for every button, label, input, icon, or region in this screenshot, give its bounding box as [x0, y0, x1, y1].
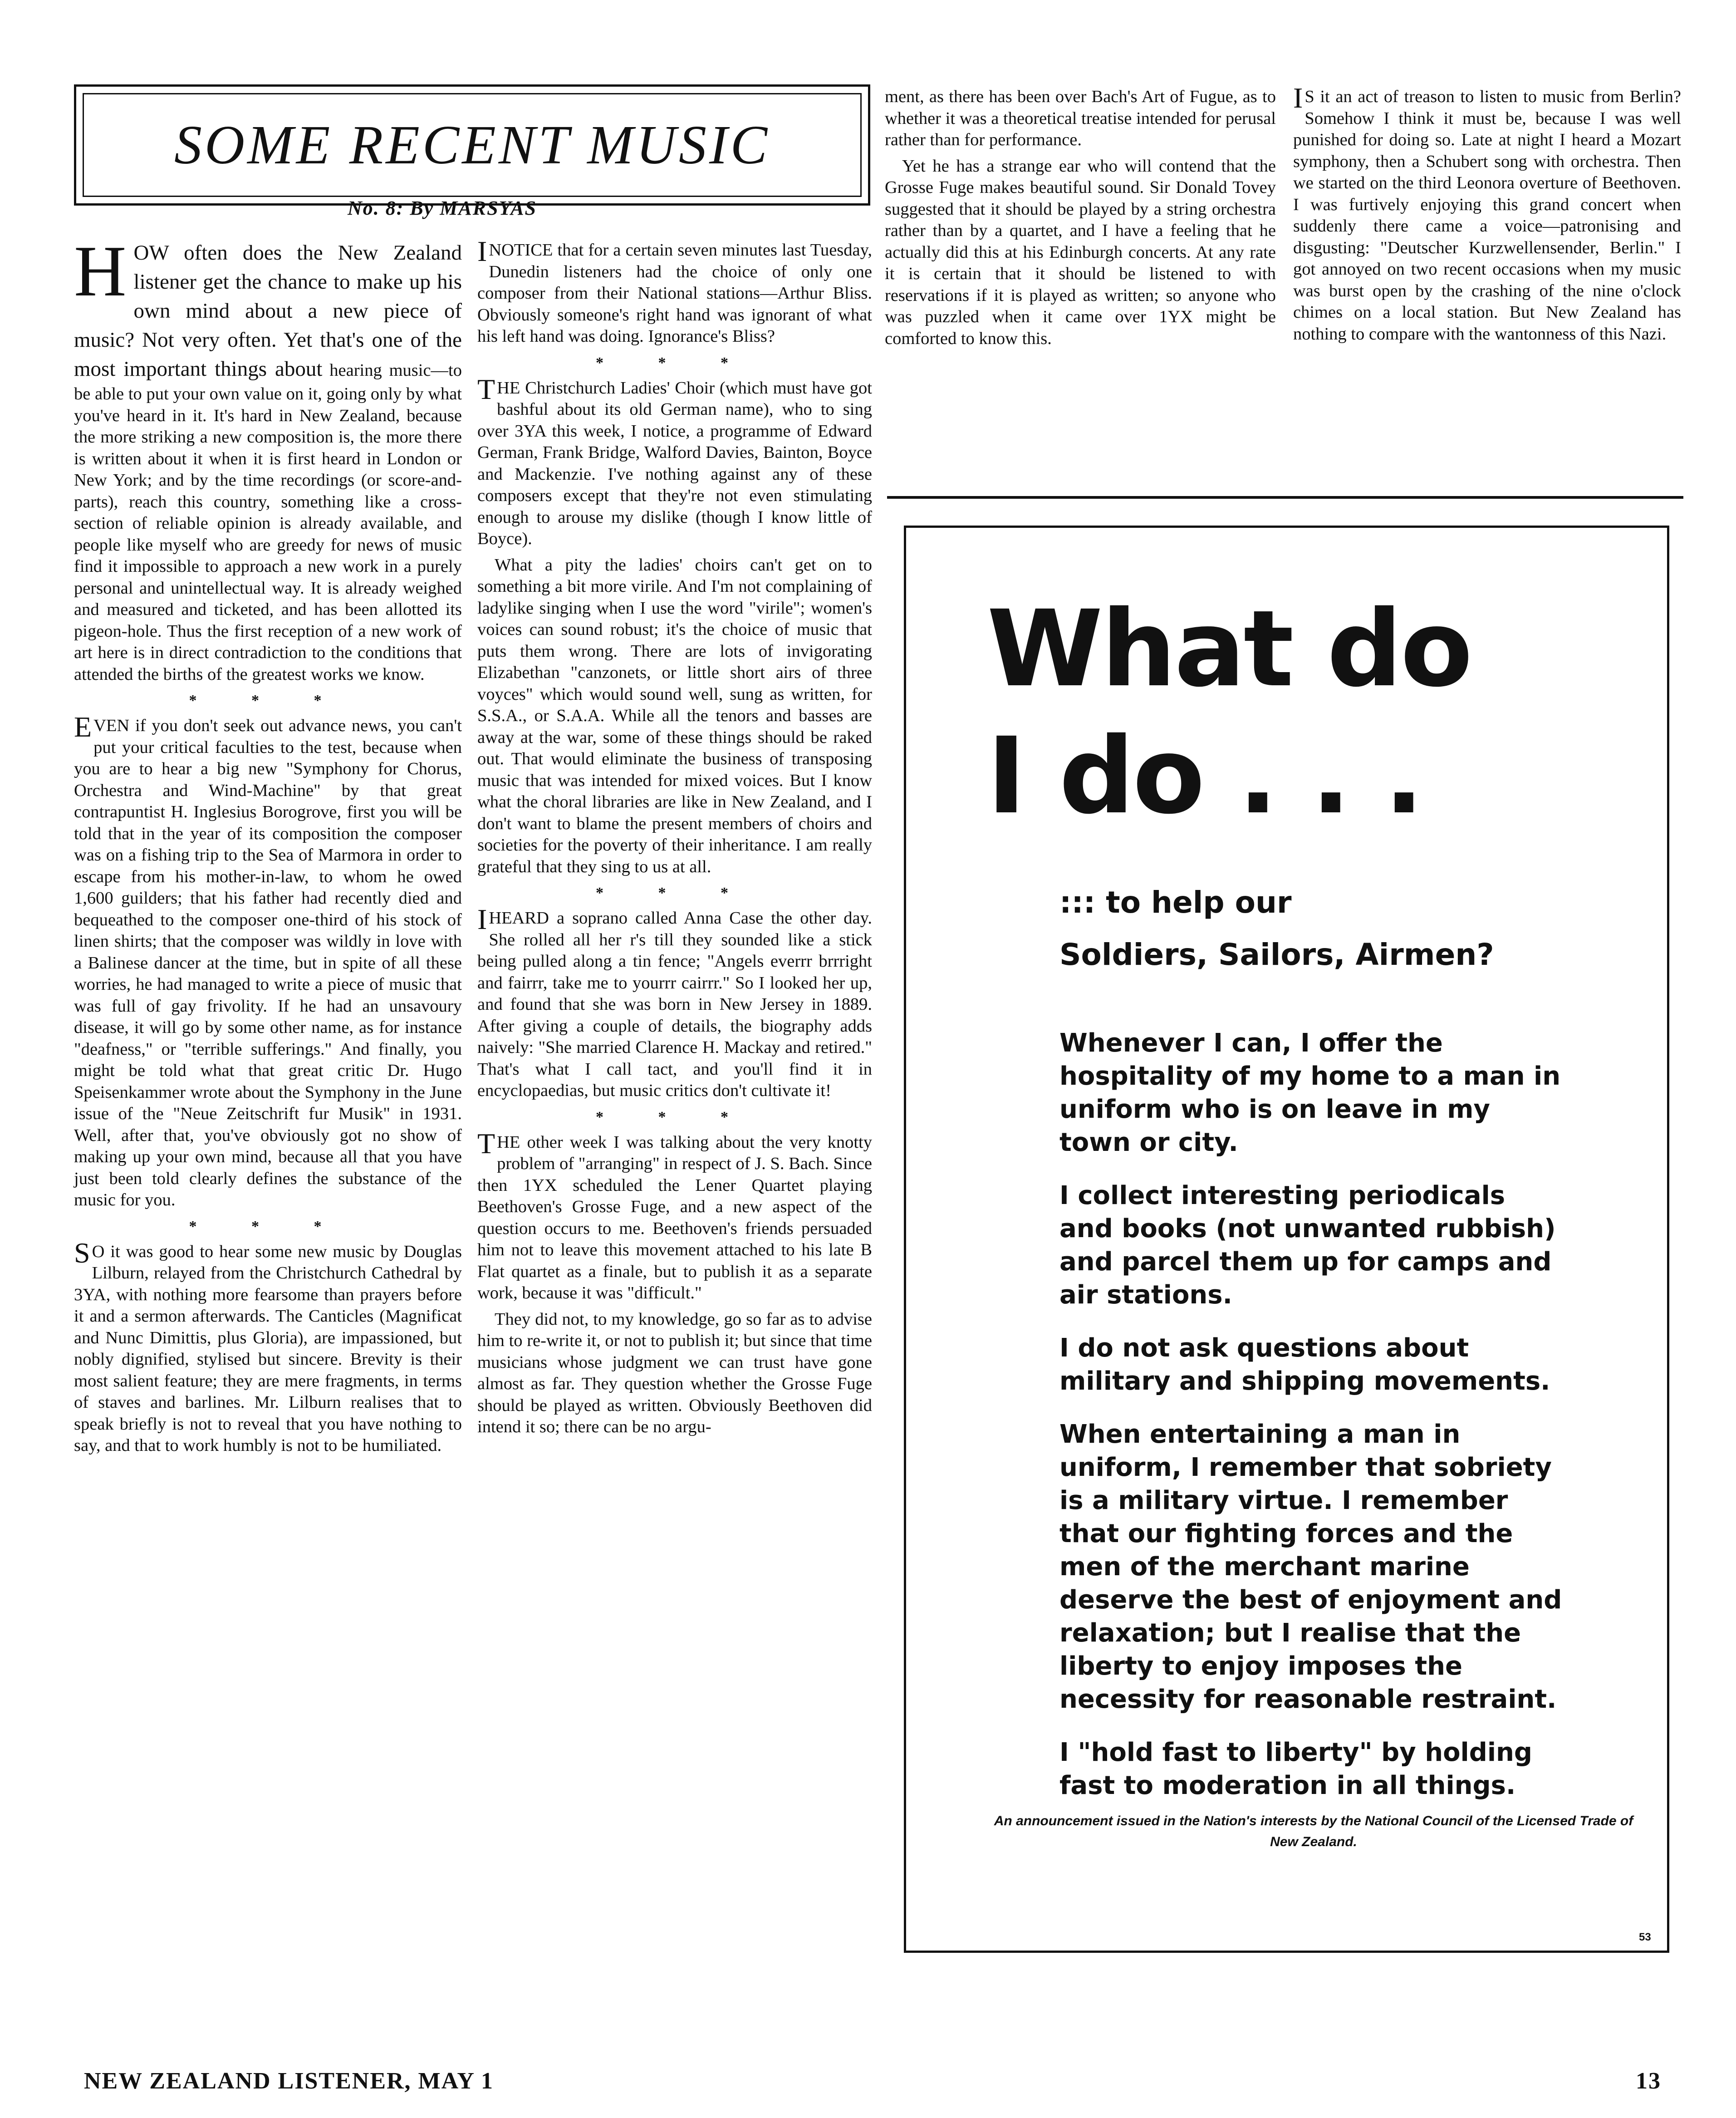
- advert-subhead-1: ::: to help our: [1059, 885, 1292, 920]
- paragraph-text: O it was good to hear some new music by Douglas Lilburn, relayed from the Christchurch Cathedral by 3YA, with nothing more fearsome than prayers before it and a sermon afterwards. The Canticles (Magnificat and Nunc Dimittis, plus Gloria), are impassioned, but nobly dignified, stylised but sincere. Brevity is their most salient feature; they are mere fragments, in terms of staves and barlines. Mr. Lilburn realises that to speak briefly is not to reveal that you have nothing to say, and that to work humbly is not to be humiliated.: [74, 1242, 462, 1455]
- advert-headline-line-2: I do . . .: [987, 715, 1422, 837]
- paragraph-heard: [477, 903, 872, 1102]
- paragraph-other: [477, 1127, 872, 1304]
- initial-cap: E: [74, 711, 92, 743]
- paragraph-text: VEN if you don't seek out advance news, you can't put your critical faculties to the test, because when you are to hear a big new "Symphony for Chorus, Orchestra and Wind-Machine" by that great contrapuntist H. Inglesius Borogrove, first you will be told that in the year of its composition the composer was on a fishing trip to the Sea of Marmora in order to escape from his mother-in-law, to whom he owed 1,600 guilders; that his father had recently died and bequeathed to the composer one-third of his stock of linen shirts; that the composer was wildly in love with a Balinese dancer at the time, but in spite of all these worries, he had managed to write a piece of music that was full of gay frivolity. If he had an unsavoury disease, it will go by some other name, as for instance "deafness," or "terrible sufferings." And finally, you might be told what that great critic Dr. Hugo Speisenkammer wrote about the Symphony in the June issue of the "Neue Zeitschrift fur Musik" in 1931. Well, after that, you've obviously got no show of making up your own mind, because all that you have just been told clearly defines the substance of the music for you.: [74, 716, 462, 1209]
- section-separator: * * *: [189, 1218, 347, 1235]
- paragraph-so: [74, 1236, 462, 1457]
- advert-headline: [987, 585, 1471, 840]
- advert-paragraph: I do not ask questions about military and shipping movements.: [1059, 1333, 1550, 1396]
- paragraph-text: NOTICE that for a certain seven minutes last Tuesday, Dunedin listeners had the choice of only one composer from their National stations—Arthur Bliss. Obviously someone's right hand was ignorant of what his left hand was doing. Ignorance's Bliss?: [477, 241, 872, 346]
- section-separator: * * *: [596, 885, 754, 901]
- advert-announcement: An announcement issued in the Nation's interests by the National Council of the Licensed Trade of New Zealand.: [994, 1813, 1633, 1849]
- intro-body-text: hearing music—to be able to put your own value on it, going only by what you've heard in it. It's hard in New Zealand, because the more striking a new composition is, the more there is written about it when it is first heard in London or New York; and by the time recordings (or score-and-parts), reach this country, something like a cross-section of reliable opinion is already available, and people like myself who are greedy for news of music find it impossible to approach a new work in a purely personal and unintellectual way. It is already weighed and measured and ticketed, and has been allotted its pigeon-hole. Thus the first reception of a new work of art here is in direct contradiction to the conditions that attended the births of the greatest works we know.: [74, 361, 462, 684]
- paragraph-berlin: [1293, 82, 1681, 345]
- column-4: [1293, 82, 1681, 347]
- initial-cap: S: [74, 1236, 90, 1269]
- page-title: SOME RECENT MUSIC: [174, 114, 770, 176]
- initial-cap: I: [477, 235, 487, 267]
- intro-paragraph: [74, 231, 462, 685]
- section-separator: * * *: [189, 692, 347, 709]
- paragraph-text: HE other week I was talking about the very knotty problem of "arranging" in respect of J. S. Bach. Since then 1YX scheduled the Lener Quartet playing Beethoven's Grosse Fuge, and a new aspect of the question occurs to me. Beethoven's friends persuaded him not to leave this movement attached to his late B Flat quartet as a finale, but to publish it as a separate work, because it was "difficult.": [477, 1132, 872, 1302]
- advert-corner-mark: 53: [1639, 1931, 1651, 1943]
- section-separator: * * *: [596, 1108, 754, 1125]
- paragraph-notice: [477, 235, 872, 348]
- paragraph-choir: [477, 373, 872, 550]
- advert-paragraph: I collect interesting periodicals and books (not unwanted rubbish) and parcel them up for camps and air stations.: [1059, 1181, 1556, 1310]
- column-1: [74, 231, 462, 1459]
- section-separator: * * *: [596, 354, 754, 371]
- advert-paragraph: Whenever I can, I offer the hospitality of my home to a man in uniform who is on leave in my town or city.: [1059, 1028, 1561, 1157]
- paragraph-even: [74, 711, 462, 1211]
- paragraph-text: HE Christchurch Ladies' Choir (which must have got bashful about its old German name), who to sing over 3YA this week, I notice, a programme of Edward German, Frank Bridge, Walford Davies, Bainton, Boyce and Mackenzie. I've nothing against any of these composers except that they're not even stimulating enough to arouse my dislike (though I know little of Boyce).: [477, 378, 872, 548]
- initial-cap: I: [1293, 82, 1303, 114]
- paragraph-other-2: They did not, to my knowledge, go so far as to advise him to re-write it, or not to publish it; but since that time musicians whose judgment we can trust have gone almost as far. They question whether the Grosse Fuge should be played as written. Obviously Beethoven did intend it so; there can be no argu-: [477, 1309, 872, 1436]
- advert-paragraph: I "hold fast to liberty" by holding fast to moderation in all things.: [1059, 1738, 1532, 1800]
- paragraph-continued: ment, as there has been over Bach's Art of Fugue, as to whether it was a theoretical treatise intended for perusal rather than for performance.: [885, 87, 1276, 149]
- title-box: [74, 84, 870, 206]
- initial-cap: T: [477, 1127, 495, 1160]
- byline: No. 8: By MARSYAS: [348, 197, 537, 219]
- advert-body: [1059, 1027, 1563, 1822]
- column-2: [477, 235, 872, 1440]
- drop-cap: H: [74, 231, 127, 311]
- column-3: [885, 86, 1276, 351]
- paragraph-tovey: Yet he has a strange ear who will contend that the Grosse Fuge makes beautiful sound. Sir Donald Tovey suggested that it should be played by a string orchestra rather than by a quartet, and I have a feeling that he actually did this at his Edinburgh concerts. At any rate it is certain that it should be listened to with reservations if it is played as written; so anyone who was puzzled when it came over 1YX might be comforted to know this.: [885, 156, 1276, 348]
- footer-publication: NEW ZEALAND LISTENER, MAY 1: [84, 2068, 494, 2094]
- advert-subhead-2: Soldiers, Sailors, Airmen?: [1059, 937, 1494, 972]
- initial-cap: I: [477, 903, 487, 935]
- paragraph-text: S it an act of treason to listen to music from Berlin? Somehow I think it must be, because I was well punished for doing so. Late at night I heard a Mozart symphony, then a Schubert song with orchestra. Then we started on the third Leonora overture of Beethoven. I was furtively enjoying this grand concert when suddenly there came a voice—patronising and disgusting: "Deutscher Kurzwellensender, Berlin." I got annoyed on two recent occasions when my music was burst open by the crashing of the nine o'clock chimes on a local station. But New Zealand has nothing to compare with the wantonness of this Nazi.: [1293, 87, 1681, 344]
- paragraph-choir-2: What a pity the ladies' choirs can't get on to something a bit more virile. And I'm not complaining of ladylike singing when I use the word "virile"; women's voices can sound robust; it's the choice of music that puts them wrong. There are lots of invigorating Elizabethan "canzonets, or little short airs of three voyces" which would sound well, sung as written, for S.S.A., or S.A.A. While all the tenors and basses are away at the war, some of these things should be raked out. That would eliminate the business of transposing music that was intended for mixed voices. But I know what the choral libraries are like in New Zealand, and I don't want to blame the present members of choirs and societies for the poverty of their inheritance. I am really grateful that they sing to us at all.: [477, 555, 872, 876]
- advert-headline-line-1: What do: [987, 588, 1471, 710]
- paragraph-text: HEARD a soprano called Anna Case the other day. She rolled all her r's till they sounded like a stick being pulled along a tin fence; "Angels everrr brrright and fairrr, take me to yourrr cairrr." So I looked her up, and found that she was born in New Jersey in 1889. After giving a couple of details, the biography adds naively: "She married Clarence H. Mackay and retired." That's what I call tact, and you'll find it in encyclopaedias, but music critics don't cultivate it!: [477, 909, 872, 1100]
- intro-lead-text: OW often does the New Zealand listener get the chance to make up his own mind about a new piece of music? Not very often. Yet that's one of the most important things about: [74, 241, 462, 381]
- title-inner-frame: [83, 93, 862, 197]
- initial-cap: T: [477, 373, 495, 405]
- advert-top-rule: [887, 496, 1683, 499]
- advert-paragraph: When entertaining a man in uniform, I remember that sobriety is a military virtue. I remember that our fighting forces and the men of the merchant marine deserve the best of enjoyment and relaxation; but I realise that the liberty to enjoy imposes the necessity for reasonable restraint.: [1059, 1420, 1562, 1714]
- footer-page-number: 13: [1636, 2068, 1661, 2094]
